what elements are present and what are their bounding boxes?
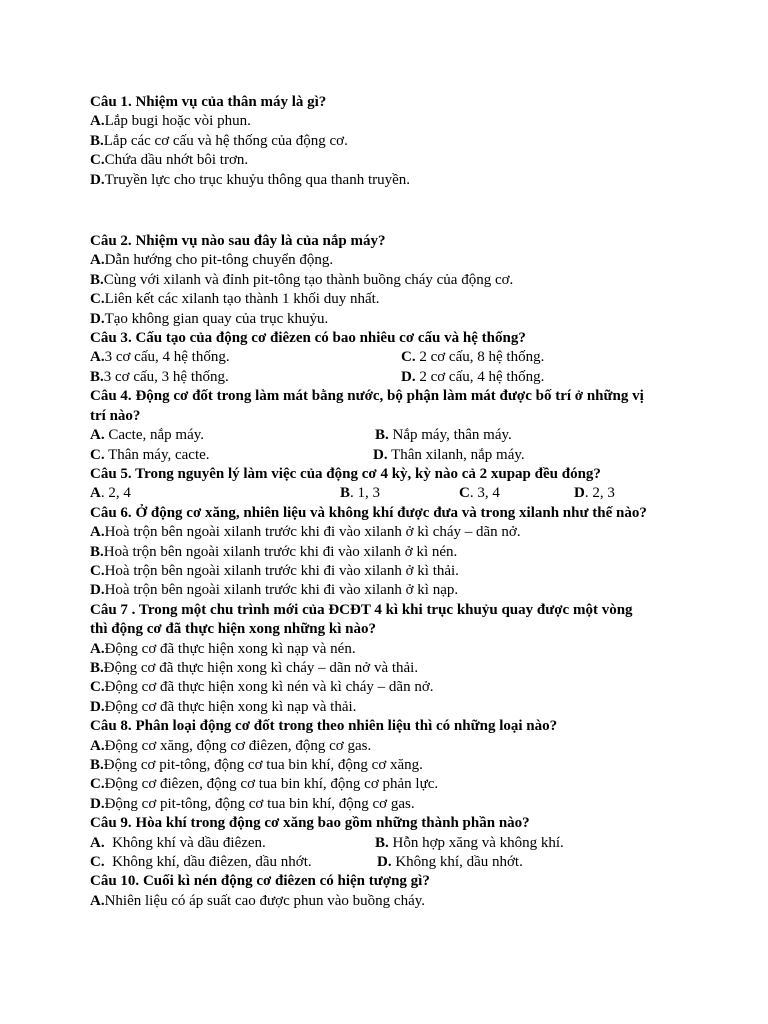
q2-option-a: A.Dẫn hướng cho pit-tông chuyển động. (90, 252, 334, 269)
q1-option-d: D.Truyền lực cho trục khuỷu thông qua thanh truyền. (90, 171, 411, 188)
question-4: Câu 4. Động cơ đốt trong làm mát bằng nước, bộ phận làm mát được bố trí ở những vị trí nào? (90, 388, 644, 424)
q3-option-c: C. 2 cơ cấu, 8 hệ thống. (401, 349, 545, 366)
question-2: Câu 2. Nhiệm vụ nào sau đây là của nắp máy? (90, 233, 386, 250)
q3-options-row-1 (90, 348, 740, 367)
q4-option-b: B. Nắp máy, thân máy. (375, 427, 512, 444)
q9-options-row-2 (90, 853, 740, 872)
question-10: Câu 10. Cuối kì nén động cơ điêzen có hiện tượng gì? (90, 873, 430, 890)
q1-option-b: B.Lắp các cơ cấu và hệ thống của động cơ. (90, 132, 348, 149)
question-1: Câu 1. Nhiệm vụ của thân máy là gì? (90, 94, 327, 110)
q6-option-c: C.Hoà trộn bên ngoài xilanh trước khi đi vào xilanh ở kì thải. (90, 562, 459, 579)
question-5: Câu 5. Trong nguyên lý làm việc của động cơ 4 kỳ, kỳ nào cả 2 xupap đều đóng? (90, 465, 601, 482)
q9-option-b: B. Hỗn hợp xăng và không khí. (375, 834, 564, 851)
q6-option-b: B.Hoà trộn bên ngoài xilanh trước khi đi vào xilanh ở kì nén. (90, 543, 458, 560)
q4-option-d: D. Thân xilanh, nắp máy. (373, 446, 525, 463)
question-9: Câu 9. Hòa khí trong động cơ xăng bao gồm những thành phần nào? (90, 815, 530, 832)
q3-option-d: D. 2 cơ cấu, 4 hệ thống. (401, 368, 545, 385)
question-7: Câu 7 . Trong một chu trình mới của ĐCĐT 4 kì khi trục khuỷu quay được một vòng thì động cơ đã thực hiện xong những kì nào? (90, 601, 633, 638)
question-6: Câu 6. Ở động cơ xăng, nhiên liệu và không khí được đưa và trong xilanh như thế nào? (90, 504, 647, 521)
blank-spacer (90, 190, 740, 232)
q7-option-b: B.Động cơ đã thực hiện xong kì cháy – dãn nở và thải. (90, 659, 419, 676)
q4-options-row-2 (90, 446, 740, 465)
q8-option-b: B.Động cơ pit-tông, động cơ tua bin khí, động cơ xăng. (90, 757, 423, 773)
q5-option-b: B. 1, 3 (340, 485, 381, 502)
question-8: Câu 8. Phân loại động cơ đốt trong theo nhiên liệu thì có những loại nào? (90, 718, 558, 735)
q2-option-b: B.Cùng với xilanh và đỉnh pit-tông tạo thành buồng cháy của động cơ. (90, 271, 514, 288)
q4-options-row-1 (90, 426, 740, 445)
q9-option-d: D. Không khí, dầu nhớt. (377, 854, 523, 871)
q9-options-row-1 (90, 834, 740, 853)
q4-option-a: A. Cacte, nắp máy. (90, 427, 204, 444)
q8-option-d: D.Động cơ pit-tông, động cơ tua bin khí, động cơ gas. (90, 795, 415, 812)
question-3: Câu 3. Cấu tạo của động cơ điêzen có bao nhiêu cơ cấu và hệ thống? (90, 330, 526, 347)
q5-option-a: A. 2, 4 (90, 485, 131, 502)
q6-option-d: D.Hoà trộn bên ngoài xilanh trước khi đi vào xilanh ở kì nạp. (90, 582, 459, 599)
q6-option-a: A.Hoà trộn bên ngoài xilanh trước khi đi vào xilanh ở kì cháy – dãn nở. (90, 524, 521, 541)
q5-option-c: C. 3, 4 (459, 485, 500, 502)
q3-option-a: A.3 cơ cấu, 4 hệ thống. (90, 349, 230, 366)
q2-option-d: D.Tạo không gian quay của trục khuỷu. (90, 310, 329, 327)
q7-option-d: D.Động cơ đã thực hiện xong kì nạp và thải. (90, 698, 357, 715)
q9-option-a: A. Không khí và dầu điêzen. (90, 834, 266, 851)
q7-option-c: C.Động cơ đã thực hiện xong kì nén và kì cháy – dãn nở. (90, 679, 434, 696)
quiz-body (90, 93, 740, 911)
q9-option-c: C. Không khí, dầu điêzen, dầu nhớt. (90, 854, 312, 871)
q1-option-c: C.Chứa dầu nhớt bôi trơn. (90, 152, 249, 169)
q8-option-a: A.Động cơ xăng, động cơ điêzen, động cơ gas. (90, 737, 372, 754)
q3-options-row-2 (90, 368, 740, 387)
q7-option-a: A.Động cơ đã thực hiện xong kì nạp và nén. (90, 640, 356, 657)
q4-option-c: C. Thân máy, cacte. (90, 446, 210, 463)
q2-option-c: C.Liên kết các xilanh tạo thành 1 khối duy nhất. (90, 291, 380, 308)
q5-options-row (90, 484, 740, 503)
q10-option-a: A.Nhiên liệu có áp suất cao được phun vào buồng cháy. (90, 892, 426, 909)
q1-option-a: A.Lắp bugi hoặc vòi phun. (90, 113, 251, 130)
q8-option-c: C.Động cơ điêzen, động cơ tua bin khí, động cơ phản lực. (90, 776, 439, 793)
q5-option-d: D. 2, 3 (574, 485, 615, 502)
q3-option-b: B.3 cơ cấu, 3 hệ thống. (90, 368, 229, 385)
